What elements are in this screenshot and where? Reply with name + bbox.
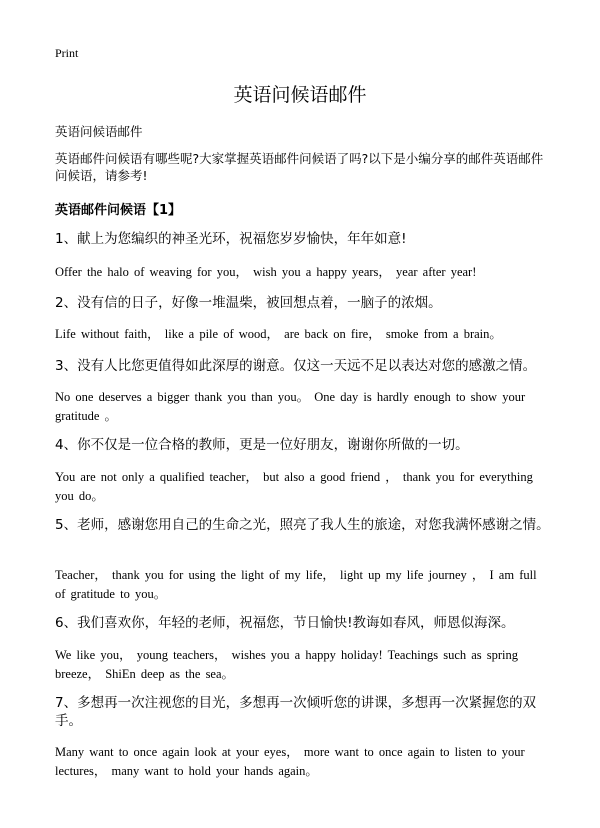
greeting-en-4: You are not only a qualified teacher， but also a good friend ， thank you for everything you do。 xyxy=(55,470,533,503)
greeting-zh-3: 3、没有人比您更值得如此深厚的谢意。仅这一天远不足以表达对您的感激之情。 xyxy=(55,358,537,374)
greeting-zh-6: 6、我们喜欢你，年轻的老师，祝福您，节日愉快!教诲如春风，师恩似海深。 xyxy=(55,615,515,631)
page-title: 英语问候语邮件 xyxy=(233,84,367,106)
greeting-en-7: Many want to once again look at your eyes， more want to once again to listen to your lectures， many want to hold your hands again。 xyxy=(55,745,525,778)
greeting-en-1: Offer the halo of weaving for you， wish you a happy years， year after year! xyxy=(55,265,477,279)
intro-paragraph: 英语邮件问候语有哪些呢?大家掌握英语邮件问候语了吗?以下是小编分享的邮件英语邮件问候语，请参考! xyxy=(55,151,544,183)
greeting-zh-4: 4、你不仅是一位合格的教师，更是一位好朋友，谢谢你所做的一切。 xyxy=(55,437,469,453)
greeting-zh-1: 1、献上为您编织的神圣光环，祝福您岁岁愉快，年年如意! xyxy=(55,231,407,247)
greeting-zh-2: 2、没有信的日子，好像一堆温柴，被回想点着，一脑子的浓烟。 xyxy=(55,295,442,311)
greeting-zh-5: 5、老师，感谢您用自己的生命之光，照亮了我人生的旅途，对您我满怀感谢之情。 xyxy=(55,517,550,533)
greeting-en-2: Life without faith， like a pile of wood， are back on fire， smoke from a brain。 xyxy=(55,327,502,341)
print-link[interactable]: Print xyxy=(55,46,79,60)
section-heading: 英语邮件问候语【1】 xyxy=(55,203,182,218)
subtitle: 英语问候语邮件 xyxy=(55,124,143,139)
greeting-en-3: No one deserves a bigger thank you than you。 One day is hardly enough to show your gratitude 。 xyxy=(55,390,526,423)
greeting-en-6: We like you， young teachers， wishes you a happy holiday! Teachings such as spring breeze， ShiEn deep as the sea。 xyxy=(55,648,519,681)
greeting-zh-7: 7、多想再一次注视您的目光，多想再一次倾听您的讲课，多想再一次紧握您的双手。 xyxy=(55,695,537,729)
greeting-en-5: Teacher， thank you for using the light of my life， light up my life journey ， I am full of gratitude to you。 xyxy=(55,568,537,601)
